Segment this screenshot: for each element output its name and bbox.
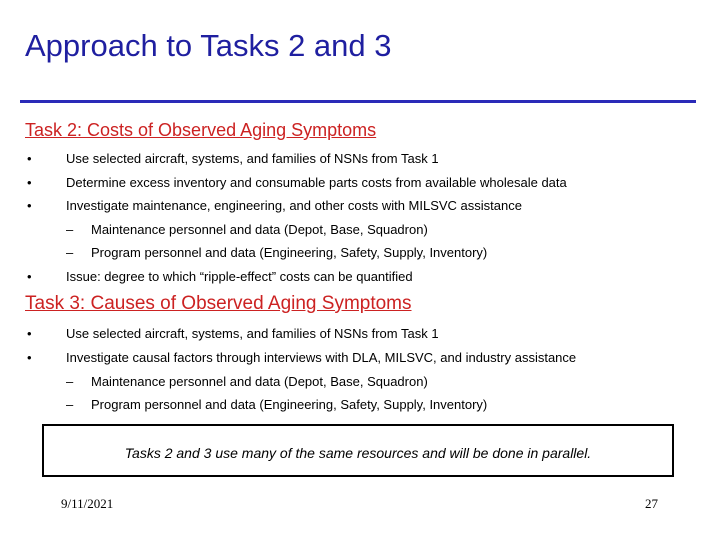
- dash-icon: –: [66, 397, 74, 412]
- bullet-icon: •: [27, 198, 32, 213]
- task3-item: Use selected aircraft, systems, and families of NSNs from Task 1: [66, 326, 439, 341]
- footer-date: 9/11/2021: [61, 496, 114, 511]
- task3-subitem: Program personnel and data (Engineering, Safety, Supply, Inventory): [91, 397, 488, 412]
- bullet-icon: •: [27, 151, 32, 166]
- page-number: 27: [645, 496, 658, 511]
- task2-subitem: Maintenance personnel and data (Depot, Base, Squadron): [91, 222, 428, 237]
- bullet-icon: •: [27, 269, 32, 284]
- task2-subitem: Program personnel and data (Engineering, Safety, Supply, Inventory): [91, 245, 488, 260]
- task2-item: Determine excess inventory and consumable parts costs from available wholesale data: [66, 175, 567, 190]
- task2-item: Use selected aircraft, systems, and families of NSNs from Task 1: [66, 151, 439, 166]
- task2-item: Investigate maintenance, engineering, and other costs with MILSVC assistance: [66, 198, 522, 213]
- task3-item: Investigate causal factors through interviews with DLA, MILSVC, and industry assistance: [66, 350, 577, 365]
- title-divider: [20, 100, 696, 103]
- callout-box: [42, 424, 674, 477]
- callout-text: Tasks 2 and 3 use many of the same resources and will be done in parallel.: [124, 444, 592, 461]
- task2-heading: Task 2: Costs of Observed Aging Symptoms: [25, 120, 377, 140]
- task3-heading: Task 3: Causes of Observed Aging Symptoms: [25, 293, 412, 314]
- dash-icon: –: [66, 374, 74, 389]
- dash-icon: –: [66, 222, 74, 237]
- bullet-icon: •: [27, 326, 32, 341]
- bullet-icon: •: [27, 175, 32, 190]
- dash-icon: –: [66, 245, 74, 260]
- task3-subitem: Maintenance personnel and data (Depot, Base, Squadron): [91, 374, 428, 389]
- bullet-icon: •: [27, 350, 32, 365]
- slide-title: Approach to Tasks 2 and 3: [25, 28, 392, 63]
- task2-issue: Issue: degree to which “ripple-effect” costs can be quantified: [66, 269, 413, 284]
